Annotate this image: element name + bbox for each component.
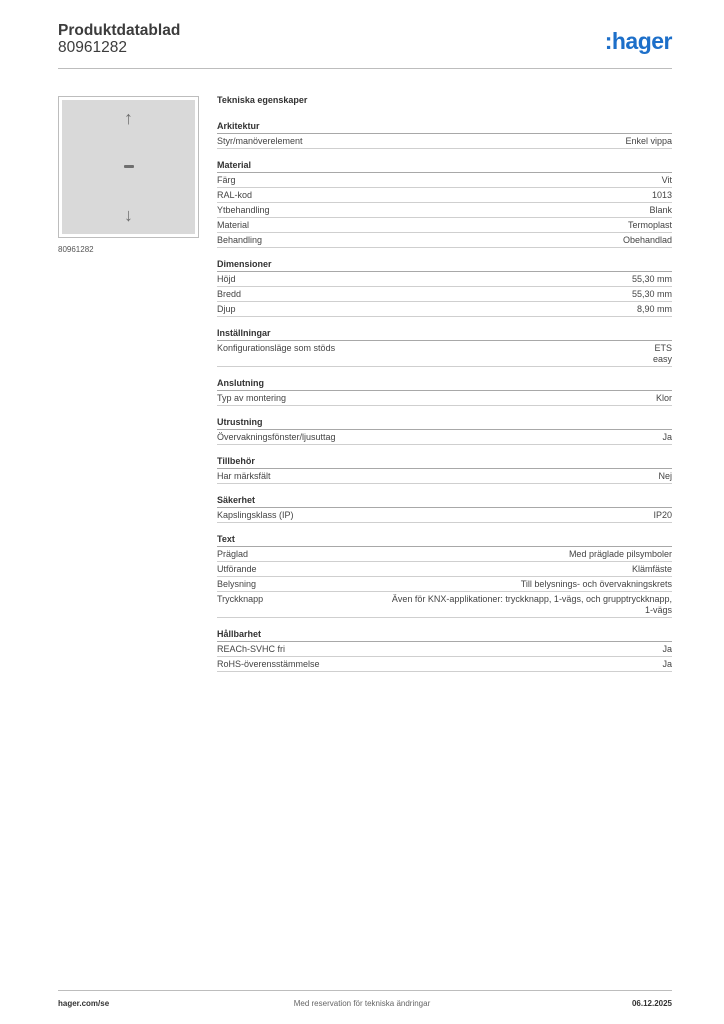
footer-disclaimer: Med reservation för tekniska ändringar xyxy=(293,999,431,1008)
spec-section xyxy=(217,533,672,618)
spec-value: ETS easy xyxy=(652,342,672,364)
spec-value: 8,90 mm xyxy=(636,303,672,314)
product-number: 80961282 xyxy=(58,39,127,56)
spec-row xyxy=(217,203,672,218)
spec-row xyxy=(217,272,672,287)
spec-section xyxy=(217,416,672,445)
spec-value: Nej xyxy=(658,470,672,481)
spec-label: Präglad xyxy=(217,548,249,559)
spec-label: RoHS-överensstämmelse xyxy=(217,658,320,669)
spec-label: Ytbehandling xyxy=(217,204,270,215)
spec-label: Bredd xyxy=(217,288,242,299)
spec-value: Obehandlad xyxy=(622,234,672,245)
spec-section xyxy=(217,494,672,523)
spec-row xyxy=(217,547,672,562)
spec-value: Med präglade pilsymboler xyxy=(568,548,672,559)
spec-label: Typ av montering xyxy=(217,392,287,403)
spec-section-title: Säkerhet xyxy=(217,494,672,508)
spec-section-title: Hållbarhet xyxy=(217,628,672,642)
product-image xyxy=(58,96,199,238)
spec-label: Konfigurationsläge som stöds xyxy=(217,342,336,353)
spec-row xyxy=(217,508,672,523)
spec-label: Djup xyxy=(217,303,236,314)
spec-section-title: Utrustning xyxy=(217,416,672,430)
specification-sections xyxy=(217,120,672,672)
spec-label: Utförande xyxy=(217,563,257,574)
spec-value: Ja xyxy=(662,658,672,669)
switch-plate xyxy=(62,100,195,234)
spec-section-title: Arkitektur xyxy=(217,120,672,134)
spec-row xyxy=(217,134,672,149)
spec-section-title: Material xyxy=(217,159,672,173)
spec-label: Styr/manöverelement xyxy=(217,135,303,146)
document-title: Produktdatablad xyxy=(58,22,181,39)
footer-website: hager.com/se xyxy=(58,999,110,1008)
spec-label: Har märksfält xyxy=(217,470,271,481)
spec-row xyxy=(217,469,672,484)
spec-row xyxy=(217,642,672,657)
spec-value: Även för KNX-applikationer: tryckknapp, 1-vägs, och grupptryckknapp, 1-vägs xyxy=(391,593,672,615)
header-divider xyxy=(58,68,672,69)
spec-section xyxy=(217,628,672,672)
spec-value: 55,30 mm xyxy=(631,273,672,284)
center-mark-icon xyxy=(124,165,134,168)
arrow-down-icon: ↓ xyxy=(124,205,133,225)
spec-row xyxy=(217,430,672,445)
spec-section xyxy=(217,258,672,317)
spec-value: 55,30 mm xyxy=(631,288,672,299)
spec-row xyxy=(217,233,672,248)
spec-row xyxy=(217,173,672,188)
spec-value: Blank xyxy=(649,204,672,215)
spec-label: Material xyxy=(217,219,250,230)
spec-value: Termoplast xyxy=(627,219,672,230)
spec-section xyxy=(217,159,672,248)
spec-row xyxy=(217,341,672,367)
spec-row xyxy=(217,218,672,233)
hager-logo: :hager xyxy=(604,28,672,54)
spec-row xyxy=(217,287,672,302)
spec-label: Behandling xyxy=(217,234,263,245)
arrow-up-icon: ↑ xyxy=(124,108,133,128)
spec-section-title: Dimensioner xyxy=(217,258,672,272)
spec-row xyxy=(217,302,672,317)
spec-value: Enkel vippa xyxy=(625,135,672,146)
spec-value: Till belysnings- och övervakningskrets xyxy=(520,578,672,589)
spec-section-title: Text xyxy=(217,533,672,547)
spec-row xyxy=(217,562,672,577)
spec-label: Övervakningsfönster/ljusuttag xyxy=(217,431,336,442)
spec-section-title: Anslutning xyxy=(217,377,672,391)
spec-row xyxy=(217,577,672,592)
spec-label: Kapslingsklass (IP) xyxy=(217,509,294,520)
spec-section-title: Tillbehör xyxy=(217,455,672,469)
footer-divider xyxy=(58,990,672,991)
spec-label: Färg xyxy=(217,174,236,185)
spec-section-title: Inställningar xyxy=(217,327,672,341)
spec-value: Klor xyxy=(655,392,672,403)
spec-label: Belysning xyxy=(217,578,257,589)
spec-row xyxy=(217,657,672,672)
technical-specifications xyxy=(217,95,672,682)
spec-row xyxy=(217,592,672,618)
spec-label: Tryckknapp xyxy=(217,593,264,604)
spec-section xyxy=(217,327,672,367)
page-header xyxy=(58,22,672,70)
spec-section xyxy=(217,377,672,406)
spec-label: RAL-kod xyxy=(217,189,253,200)
spec-value: Vit xyxy=(661,174,672,185)
spec-section xyxy=(217,120,672,149)
spec-label: REACh-SVHC fri xyxy=(217,643,286,654)
spec-label: Höjd xyxy=(217,273,236,284)
spec-section xyxy=(217,455,672,484)
footer-date: 06.12.2025 xyxy=(631,999,672,1008)
specifications-heading: Tekniska egenskaper xyxy=(217,95,308,105)
product-image-caption: 80961282 xyxy=(58,245,94,254)
spec-value: Ja xyxy=(662,643,672,654)
spec-value: IP20 xyxy=(653,509,672,520)
spec-row xyxy=(217,391,672,406)
spec-value: Ja xyxy=(662,431,672,442)
spec-row xyxy=(217,188,672,203)
spec-value: 1013 xyxy=(651,189,672,200)
spec-value: Klämfäste xyxy=(631,563,672,574)
